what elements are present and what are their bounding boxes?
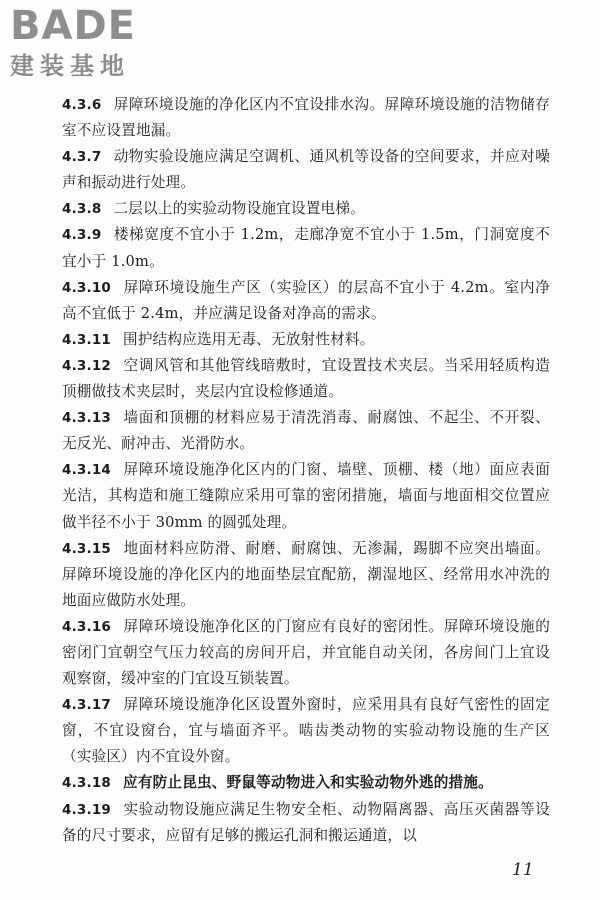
- clause-text: 二层以上的实验动物设施宜设置电梯。: [113, 200, 365, 218]
- logo-wordmark: BADE: [10, 3, 136, 49]
- clause-number: 4.3.16: [62, 618, 112, 635]
- clause-text: 动物实验设施应满足空调机、通风机等设备的空间要求，并应对噪声和振动进行处理。: [62, 148, 550, 192]
- clause-4-3-15: [62, 536, 550, 614]
- page-number: 11: [512, 860, 534, 880]
- clause-4-3-9: [62, 222, 550, 274]
- brand-logo: [10, 3, 180, 80]
- clause-text: 地面材料应防滑、耐磨、耐腐蚀、无渗漏，踢脚不应突出墙面。屏障环境设施的净化区内的地面垫层宜配筋，潮湿地区、经常用水冲洗的地面应做防水处理。: [62, 539, 550, 609]
- clause-4-3-12: [62, 353, 550, 405]
- clause-number: 4.3.8: [62, 201, 102, 218]
- clause-4-3-16: [62, 614, 550, 692]
- clause-number: 4.3.10: [62, 279, 112, 296]
- clause-4-3-18: [62, 770, 550, 796]
- clause-number: 4.3.9: [62, 227, 102, 244]
- clause-4-3-13: [62, 405, 550, 457]
- clause-text: 实验动物设施应满足生物安全柜、动物隔离器、高压灭菌器等设备的尺寸要求，应留有足够的搬运孔洞和搬运通道，以: [62, 800, 550, 844]
- clause-text: 空调风管和其他管线暗敷时，宜设置技术夹层。当采用轻质构造顶棚做技术夹层时，夹层内宜设检修通道。: [62, 356, 550, 401]
- logo-subtitle: 建装基地: [10, 52, 130, 80]
- clause-number: 4.3.14: [62, 462, 112, 479]
- clause-number: 4.3.12: [62, 357, 112, 374]
- clause-number: 4.3.18: [62, 775, 112, 792]
- clause-4-3-8: [62, 196, 550, 222]
- clause-4-3-10: [62, 275, 550, 327]
- clause-text: 墙面和顶棚的材料应易于清洗消毒、耐腐蚀、不起尘、不开裂、无反光、耐冲击、光滑防水。: [62, 409, 550, 453]
- clause-text: 围护结构应选用无毒、无放射性材料。: [123, 330, 375, 348]
- clause-text: 屏障环境设施净化区的门窗应有良好的密闭性。屏障环境设施的密闭门宜朝空气压力较高的房间开启，并宜能自动关闭，各房间门上宜设观察窗，缓冲室的门宜设互锁装置。: [62, 617, 550, 688]
- clause-number: 4.3.15: [62, 540, 112, 557]
- clause-text: 屏障环境设施生产区（实验区）的层高不宜小于 4.2m。室内净高不宜低于 2.4m，并应满足设备对净高的需求。: [62, 278, 550, 322]
- clause-text: 屏障环境设施净化区内的门窗、墙壁、顶棚、楼（地）面应表面光洁，其构造和施工缝隙应采用可靠的密闭措施，墙面与地面相交位置应做半径不小于 30mm 的圆弧处理。: [62, 461, 550, 531]
- clause-text: 屏障环境设施净化区设置外窗时，应采用具有良好气密性的固定窗，不宜设窗台，宜与墙面齐平。啮齿类动物的实验动物设施的生产区（实验区）内不宜设外窗。: [62, 696, 550, 766]
- clause-text: 楼梯宽度不宜小于 1.2m，走廊净宽不宜小于 1.5m，门洞宽度不宜小于 1.0m。: [62, 226, 550, 270]
- clause-text: 应有防止昆虫、野鼠等动物进入和实验动物外逃的措施。: [123, 774, 493, 792]
- clause-number: 4.3.7: [62, 149, 102, 166]
- clause-number: 4.3.17: [62, 697, 112, 714]
- clause-number: 4.3.11: [62, 331, 112, 348]
- clause-4-3-11: [62, 327, 550, 353]
- clause-4-3-17: [62, 692, 550, 770]
- clause-4-3-6: [62, 92, 550, 144]
- clause-number: 4.3.6: [62, 97, 102, 113]
- clause-4-3-19: [62, 797, 550, 849]
- clause-number: 4.3.19: [62, 801, 112, 818]
- clause-4-3-14: [62, 457, 550, 535]
- document-body: [62, 92, 550, 849]
- clause-text: 屏障环境设施的净化区内不宜设排水沟。屏障环境设施的洁物储存室不应设置地漏。: [62, 96, 550, 140]
- clause-number: 4.3.13: [62, 410, 112, 427]
- clause-4-3-7: [62, 144, 550, 196]
